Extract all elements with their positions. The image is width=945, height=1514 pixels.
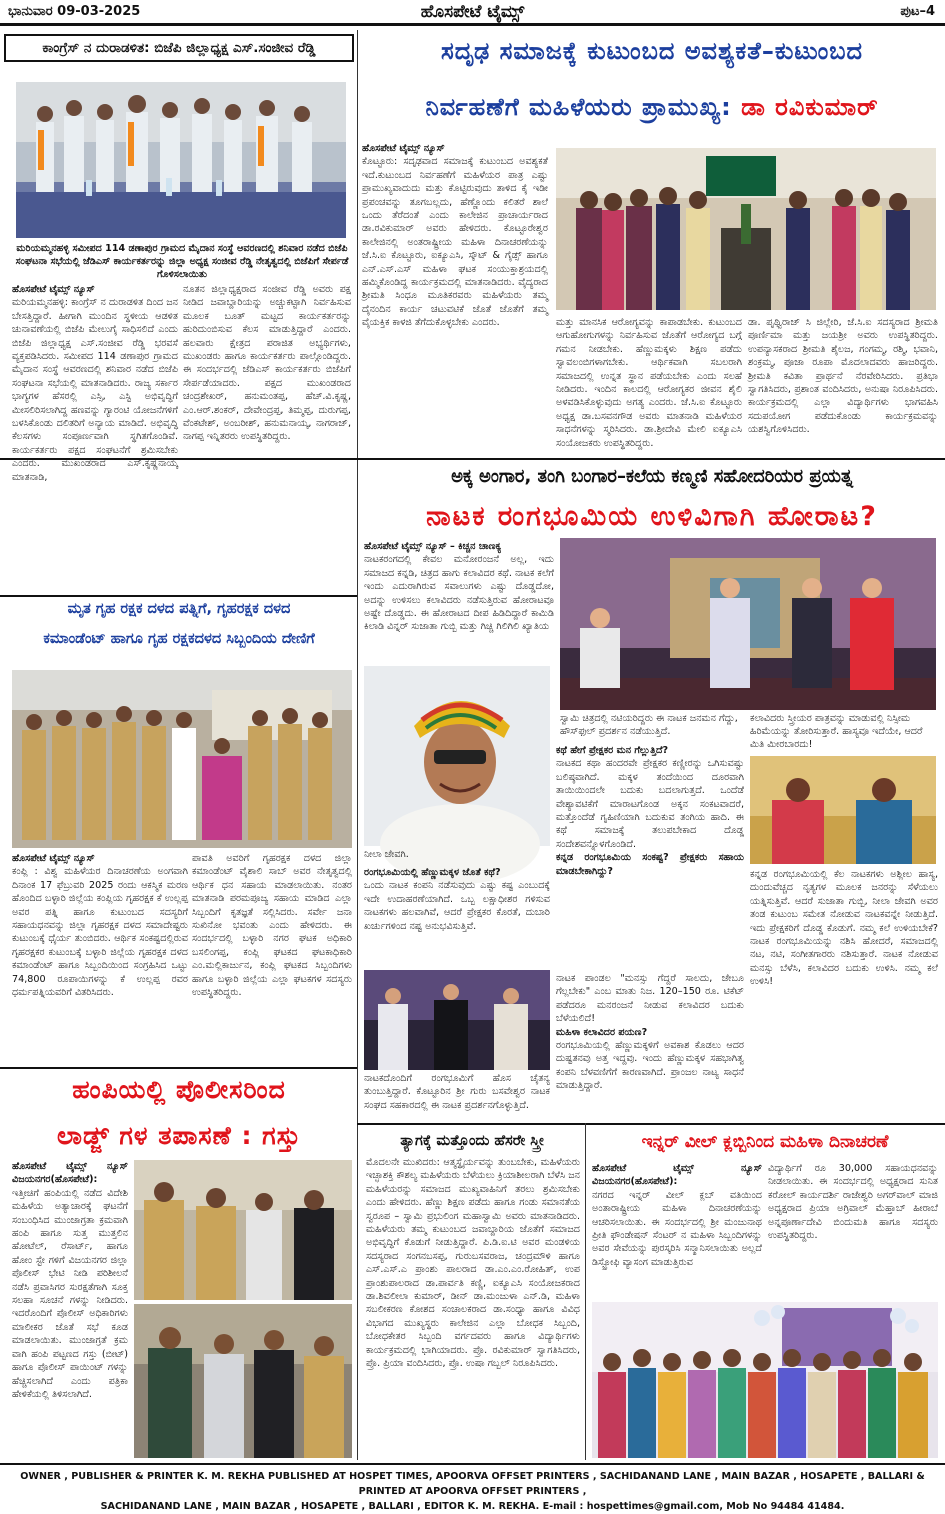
story-headline: ಇನ್ನರ್ ವೀಲ್ ಕ್ಲಬ್ಬಿನಿಂದ ಮಹಿಳಾ ದಿನಾಚರಣೆ <box>641 1132 889 1152</box>
story-headline: ಸದೃಢ ಸಮಾಜಕ್ಕೆ ಕುಟುಂಬದ ಅವಶ್ಯಕತೆ–ಕುಟುಂಬದ <box>440 37 864 65</box>
column-divider <box>357 30 358 1460</box>
byline: ಹೊಸಪೇಟೆ ಟೈಮ್ಸ್ ನ್ಯೂಸ್ – ಕಿಚ್ಚನ ಚಾಣಕ್ಯ <box>364 541 502 552</box>
group-photo <box>16 82 346 238</box>
story-headline-line2 <box>362 92 942 122</box>
imprint-footer <box>0 1463 945 1512</box>
byline: ಹೊಸಪೇಟೆ ಟೈಮ್ಸ್ ನ್ಯೂಸ್ <box>12 284 95 295</box>
story-column: ಡಾ. ಪೃಥ್ವಿರಾಜ್ ಸಿ ಜಿಲ್ಲೇರಿ, ಜೆ.ಸಿ.ಐ ಸದಸ್ಯರಾದ ಶ್ರೀಮತಿ ಪೂರ್ಣಿಮಾ ಮತ್ತು ಜಯಶ್ರೀ ಅವರು ಉಪಸ್ಥಿತರಿದ್ದರು. ಉಪನ್ಯಾಸಕರಾದ ಶ್ರೀಮತಿ ಶೈಲಜ, ಗಂಗಮ್ಮ, ರಶ್ಮಿ, ಭವಾನಿ, ಶಂಕ್ರಮ್ಮ, ಪೂಜಾ ರೂಪಾ ಮೊದಲಾದವರು ಹಾಜರಿದ್ದರು. ಶ್ರೀಮತಿ ಕವಿತಾ ಪ್ರಾರ್ಥನೆ ನೆರವೇರಿಸಿದರು. ಪ್ರತಿಭಾ ಸ್ವಾಗತಿಸಿದರು, ಪ್ರಶಾಂತ ವಂದಿಸಿದರು, ಅನುಷಾ ನಿರೂಪಿಸಿದರು. ಕಾರ್ಯಕ್ರಮದಲ್ಲಿ ಎಲ್ಲಾ ವಿದ್ಯಾರ್ಥಿಗಳು ಭಾಗವಹಿಸಿ ಸದುಪಯೋಗ ಪಡೆದುಕೊಂಡು ಕಾರ್ಯಕ್ರಮವನ್ನು ಯಶಸ್ವಿಗೊಳಿಸಿದರು. <box>748 317 938 436</box>
portrait-photo <box>364 666 550 846</box>
story-text: ಕಂಪ್ಲಿ : ವಿಶ್ವ ಮಹಿಳೆಯರ ದಿನಾಚರಣೆಯ ಅಂಗವಾಗಿ ದಿನಾಂಕ 17 ಫೆಬ್ರುವರಿ 2025 ರಂದು ಆಕಸ್ಮಿಕ ಮರಣ ಹೊಂದಿದ ಬಳ್ಳಾರಿ ಜಿಲ್ಲೆಯ ಕಂಪ್ಲಿಯ ಗೃಹರಕ್ಷಕ ಕೆ ಉಲ್ಲಪ್ಪ ಅವರ ಪತ್ನಿ ಹಾಗೂ ಕುಟುಂಬದ ಸದಸ್ಯರಿಗೆ ಸಹಾಯಧನವನ್ನು ಜಿಲ್ಲಾ ಗೃಹರಕ್ಷಕ ದಳದ ಸಮಾದೇಷ್ಟರು ಕುಟುಂಬಕ್ಕೆ ಧೈರ್ಯ ತುಂಬಿದರು. ಆರ್ಥಿಕ ಸಂಕಷ್ಟದಲ್ಲಿರುವ ಗೃಹರಕ್ಷಕರ ಕುಟುಂಬಕ್ಕೆ ಬಳ್ಳಾರಿ ಜಿಲ್ಲೆಯ ಗೃಹರಕ್ಷಕ ದಳದ ಕಮಾಂಡೆಂಟ್ ಹಾಗೂ ಸಿಬ್ಬಂದಿಯಿಂದ ಸಂಗ್ರಹಿಸಿದ ಒಟ್ಟು 74,800 ರೂಪಾಯಿಗಳನ್ನು ಕೆ ಉಲ್ಲಪ್ಪ ರವರ ಧರ್ಮಪತ್ನಿಯವರಿಗೆ ವಿತರಿಸಿದರು. <box>12 866 188 999</box>
actresses-photo <box>750 756 936 864</box>
story-headline: ಕಾಂಗ್ರೆಸ್ ನ ದುರಾಡಳಿತ: ಬಿಜೆಪಿ ಜಿಲ್ಲಾಧ್ಯಕ್ಷ ಎಸ್.ಸಂಜೀವ ರೆಡ್ಡಿ <box>4 34 354 62</box>
section-divider <box>357 1123 945 1125</box>
story-headline: ಮೃತ ಗೃಹ ರಕ್ಷಕ ದಳದ ಪತ್ನಿಗೆ, ಗೃಹರಕ್ಷಕ ದಳದ <box>67 601 291 617</box>
story-text: ಕೊಟ್ಟೂರು: ಸದೃಢವಾದ ಸಮಾಜಕ್ಕೆ ಕುಟುಂಬದ ಅವಶ್ಯಕತೆ ಇದೆ.ಕುಟುಂಬದ ನಿರ್ವಹಣೆಗೆ ಮಹಿಳೆಯರ ಪಾತ್ರ ಎಷ್ಟು ಪ್ರಾಮುಖ್ಯವಾದುದು ಮತ್ತು ಕೊಟ್ಟಿರುವುದು ತಾಳಿದ ಕೈ ಇಡೀ ಪ್ರಪಂಚವನ್ನು ತೂಗಬಲ್ಲದು, ಹೆಣ್ಣೊಂದು ಕಲಿತರೆ ಶಾಲೆ ಒಂದು ತೆರೆದಂತೆ ಎಂದು ಕಾಲೇಜಿನ ಪ್ರಾಚಾರ್ಯರಾದ ಡಾ.ರವಿಕುಮಾರ್ ಅವರು ಹೇಳಿದರು. ಕೊಟ್ಟೂರೇಶ್ವರ ಕಾಲೇಜಿನಲ್ಲಿ ಅಂತರಾಷ್ಟ್ರೀಯ ಮಹಿಳಾ ದಿನಾಚರಣೆಯನ್ನು ಜೆ.ಸಿ.ಐ ಕೊಟ್ಟೂರು, ಐಕ್ಯೂಎಸಿ, ಸ್ಕೌಟ್ & ಗೈಡ್ಸ್ ಹಾಗೂ ಎನ್.ಎಸ್.ಎಸ್ ಮಹಿಳಾ ಘಟಕ ಸಂಯುಕ್ತಾಶ್ರಯದಲ್ಲಿ ಹಮ್ಮಿಕೊಂಡಿದ್ದ ಕಾರ್ಯಕ್ರಮದಲ್ಲಿ ಮಾತನಾಡಿದರು. ವೈದ್ಯರಾದ ಶ್ರೀಮತಿ ಸಿಂಧೂ ಮೂತಿಕರವರು ಮಹಿಳೆಯರು ತಮ್ಮ ದೈನಂದಿನ ಕಾರ್ಯ ಚಟುವಟಿಕೆ ಜೊತೆ ಜೊತೆಗೆ ತಮ್ಮ ವೈಯಕ್ತಿಕ ಕಾಳಜಿ ತೆಗೆದುಕೊಳ್ಳಬೇಕು ಎಂದರು. <box>362 156 548 329</box>
inner-wheel-group-photo <box>592 1302 938 1458</box>
question-heading: ಮಹಿಳಾ ಕಲಾವಿದರ ಪಯಣ? <box>556 1026 648 1038</box>
portrait-caption: ನೀಲಾ ಜೇವಗಿ. <box>364 849 409 860</box>
newspaper-title: ಹೊಸಪೇಟೆ ಟೈಮ್ಸ್ <box>420 2 525 22</box>
byline: ಹೊಸಪೇಟೆ ಟೈಮ್ಸ್ ನ್ಯೂಸ್ ವಿಜಯನಗರ(ಹೊಸಪೇಟೆ): <box>592 1163 762 1188</box>
story-column <box>362 142 548 455</box>
story-text: ನಗರದ ಇನ್ನರ್ ವೀಲ್ ಕ್ಲಬ್ ವತಿಯಿಂದ ಅಂತಾರಾಷ್ಟ್ರೀಯ ಮಹಿಳಾ ದಿನಾಚರಣೆಯನ್ನು ಆಚರಿಸಲಾಯಿತು. ಈ ಸಂದರ್ಭದಲ್ಲಿ ಶ್ರೀ ಮಂಜುನಾಥ ಪ್ರೀತಿ ಫೌಂಡೇಷನ್ ಸೆಂಟರ್ ನ ಮಹಿಳಾ ಸಿಬ್ಬಂದಿಗಳನ್ನು ಅವರ ಸೇವೆಯನ್ನು ಪುರಸ್ಕರಿಸಿ ಸನ್ಮಾನಿಸಲಾಯಿತು ಅಲ್ಲದೆ ಡಿಸ್ಟ್ರೋಫಿ ವ್ಯಾಸಂಗ ಮಾಡುತ್ತಿರುವ <box>592 1189 762 1268</box>
story-column <box>556 744 744 970</box>
story-column: ನೂತನ ಜಿಲ್ಲಾಧ್ಯಕ್ಷರಾದ ಸಂಜೀವ ರೆಡ್ಡಿ ಅವರು ಪಕ್ಷ ನೀಡಿದ ಜವಾಬ್ದಾರಿಯನ್ನು ಅಚ್ಚುಕಟ್ಟಾಗಿ ನಿರ್ವಹಿಸುವ ಮೂಲಕ ಬೂತ್ ಮಟ್ಟದ ಕಾರ್ಯಕರ್ತರನ್ನು ಹುರಿದುಂಬಿಸುವ ಕೆಲಸ ಮಾಡುತ್ತಿದ್ದಾರೆ ಎಂದರು. ಹಲವಾರು ಕ್ಷೇತ್ರದ ಪರಾಜಿತ ಅಭ್ಯರ್ಥಿಗಳು, ಮುಖಂಡರು ಹಾಗೂ ಕಾರ್ಯಕರ್ತರು ಪಾಲ್ಗೊಂಡಿದ್ದರು. ಈ ಸಂದರ್ಭದಲ್ಲಿ ಜೆಡಿಎಸ್ ಕಾರ್ಯಕರ್ತರು ಬಿಜೆಪಿಗೆ ಸೇರ್ಪಡೆಯಾದರು. ಪಕ್ಷದ ಮುಖಂಡರಾದ ಚಂದ್ರಶೇಖರ್, ಹನುಮಂತಪ್ಪ, ಹೆಚ್.ವಿ.ಕೃಷ್ಣ, ಎಂ.ಆರ್.ಶಂಕರ್, ದೇವೇಂದ್ರಪ್ಪ, ತಿಮ್ಮಪ್ಪ, ದುರುಗಪ್ಪ, ವೆಂಕಟೇಶ್, ಅಂಬರೀಶ್, ಹನುಮನಾಯ್ಕ, ನಾಗರಾಜ್, ನಾಗಪ್ಪ ಇನ್ನಿತರರು ಉಪಸ್ಥಿತರಿದ್ದರು. <box>183 284 351 443</box>
story-column <box>364 866 550 966</box>
story-column: ಪಾವತಿ ಅವರಿಗೆ ಗೃಹರಕ್ಷಕ ದಳದ ಜಿಲ್ಲಾ ಕಮಾಂಡೆಂಟ್ ವೈಶಾಲಿ ಸಾಬ್ ಅವರ ನೇತೃತ್ವದಲ್ಲಿ ಆರ್ಥಿಕ ಧನ ಸಹಾಯ ಮಾಡಲಾಯಿತು. ನಂತರ ಮಾತನಾಡಿ ಪರಮಪೂಜ್ಯ ಸಹಾಯ ಮಾಡಿದ ಎಲ್ಲಾ ಸಿಬ್ಬಂದಿಗೆ ಕೃತಜ್ಞತೆ ಸಲ್ಲಿಸಿದರು. ಸರ್ವೇ ಜನಾ ಸುಖಿನೋ ಭವಂತು ಎಂದು ಹೇಳಿದರು. ಈ ಸಂದರ್ಭದಲ್ಲಿ ಬಳ್ಳಾರಿ ನಗರ ಘಟಕ ಅಧಿಕಾರಿ ಬಸಲಿಂಗಪ್ಪ, ಕಂಪ್ಲಿ ಘಟಕದ ಘಟಕಾಧಿಕಾರಿ ಎಂ.ಮಲ್ಲಿಕಾರ್ಜುನ, ಕಂಪ್ಲಿ ಘಟಕದ ಸಿಬ್ಬಂದಿಗಳು ಹಾಗೂ ಬಳ್ಳಾರಿ ಜಿಲ್ಲೆಯ ಎಲ್ಲಾ ಘಟಕಗಳ ಸದಸ್ಯರು ಉಪಸ್ಥಿತರಿದ್ದರು. <box>192 853 352 999</box>
story-column <box>12 283 178 483</box>
story-column <box>556 972 744 1120</box>
police-inspection-photo <box>134 1160 352 1300</box>
story-column <box>364 540 554 662</box>
story-text: ನಾಟಕರಂಗದಲ್ಲಿ ಕೇವಲ ಮನೋರಂಜನೆ ಅಲ್ಲ, ಇದು ಸಮಾಜದ ಕನ್ನಡಿ, ಚಿತ್ರದ ಹಾಗು ಕಲಾವಿದರ ಕಥೆ. ನಾಟಕ ಕಲೆಗೆ ಇಂದು ಎದುರಾಗಿರುವ ಸವಾಲುಗಳು ಎಷ್ಟು ದೊಡ್ಡದೋ, ಅದನ್ನು ಉಳಿಸಲು ಕಲಾವಿದರು ನಡೆಸುತ್ತಿರುವ ಹೋರಾಟವೂ ಅಷ್ಟೇ ದೊಡ್ಡದು. ಈ ಹೋರಾಟದ ದೀಪ ಹಿಡಿದಿದ್ದಾರೆ ಕಾಮಿಡಿ ಕಿಲಾಡಿ ವಿನ್ನರ್ ಸುಜಾತಾ ಗುಬ್ಬಿ ಮತ್ತು ಗಿಚ್ಚಿ ಗಿಲಿಗಿಲಿ ಖ್ಯಾತಿಯ <box>364 554 554 633</box>
story-column: ನಾಟಕದೊಂದಿಗೆ ರಂಗಭೂಮಿಗೆ ಹೊಸ ಚೈತನ್ಯ ತುಂಬುತ್ತಿದ್ದಾರೆ. ಕೊಟ್ಟೂರಿನ ಶ್ರೀ ಗುರು ಬಸವೇಶ್ವರ ನಾಟಕ ಸಂಘದ ಸಹಕಾರದಲ್ಲಿ ಈ ನಾಟಕ ಪ್ರದರ್ಶನಗೊಳ್ಳುತ್ತಿದೆ. <box>364 1073 550 1111</box>
section-divider <box>0 595 357 597</box>
headline-name: ಡಾ ರವಿಕುಮಾರ್ <box>741 93 879 121</box>
imprint-line: OWNER , PUBLISHER & PRINTER K. M. REKHA PUBLISHED AT HOSPET TIMES, APOORVA OFFSET PRINTERS , SACHIDANAND LANE , MAIN BAZAR , HOSAPETE , BALLARI & PRINTED AT APOORVA OFFSET PRINTERS , <box>20 1471 925 1497</box>
photo-caption: ಕಲಾವಿದರು ಸ್ತ್ರೀಯರ ಪಾತ್ರವನ್ನು ಮಾಡುವಲ್ಲಿ ನಿಸ್ಸೀಮ ಹಿರಿಮೆಯನ್ನು ತೋರಿಸುತ್ತಾರೆ. ಹಾಸ್ಯವೂ ಇದೆಯೇ, ಆದರೆ ಮಿತಿ ಮೀರಬಾರದು! <box>750 713 923 750</box>
headline-part: ನಿರ್ವಹಣೆಗೆ ಮಹಿಳೆಯರು ಪ್ರಾಮುಖ್ಯ: <box>425 93 742 121</box>
story-kicker: ಅಕ್ಕ ಅಂಗಾರ, ತಂಗಿ ಬಂಗಾರ–ಕಲೆಯ ಕಣ್ಮಣಿ ಸಹೋದರಿಯರ ಪ್ರಯತ್ನ <box>451 466 853 487</box>
photo-caption: ಮರಿಯಮ್ಮನಹಳ್ಳಿ ಸಮೀಪದ 114 ಡಣಾಪುರ ಗ್ರಾಮದ ಮೈದಾನ ಸಂಸ್ಥೆ ಆವರಣದಲ್ಲಿ ಶನಿವಾರ ನಡೆದ ಬಿಜೆಪಿ ಸಂಘಟನಾ ಸಭೆಯಲ್ಲಿ ಜೆಡಿಎಸ್ ಕಾರ್ಯಕರ್ತರನ್ನು ಜಿಲ್ಲಾ ಅಧ್ಯಕ್ಷ ಸಂಜೀವ ರೆಡ್ಡಿ ನೇತೃತ್ವದಲ್ಲಿ ಬಿಜೆಪಿಗೆ ಸೇರ್ಪಡೆ ಗೊಳಿಸಲಾಯಿತು <box>15 243 349 280</box>
story-column <box>12 1160 128 1458</box>
story-column: ಮೊದಲನೇ ಮುಖಿದರು: ಆತ್ಮಸ್ಥೈರ್ಯವನ್ನು ತುಂಬಬೇಕು, ಮಹಿಳೆಯರು ಇಚ್ಛಾಶಕ್ತಿ ಕೌಶಲ್ಯ ಮಹಿಳೆಯರು ಬೆಳೆಯಲು ಕ್ರಿಯಾಶೀಲರಾಗಿ ಬೆಳೆಸಿ ಜನ ಮಹಿಳೆಯರನ್ನು ಸಮಾಜದ ಮುಖ್ಯವಾಹಿನಿಗೆ ತರಲು ಶ್ರಮಿಸಬೇಕು ಎಂದು ಹೇಳಿದರು. ಹೆಣ್ಣು ಶಿಕ್ಷಣ ಪಡೆದು ಹಾಗೂ ಗಂಡು ಸಮಾನತೆಯ ಸ್ವರೂಪ – ಸ್ವಾಮಿ ಪ್ರಭುಲಿಂಗ ಮಹಾಸ್ವಾಮಿ ಅವರು ಮಾತನಾಡಿದರು. ಮಹಿಳೆಯರು ತಮ್ಮ ಕುಟುಂಬದ ಜವಾಬ್ದಾರಿಯ ಜೊತೆಗೆ ಸಮಾಜದ ಅಭಿವೃದ್ಧಿಗೆ ಕೊಡುಗೆ ನೀಡುತ್ತಿದ್ದಾರೆ. ಪಿ.ಡಿ.ಐ.ಟಿ ಅವರ ಮಂಡಳಿಯ ಸದಸ್ಯರಾದ ಸಂಗನಬಸಪ್ಪ, ಗುರುಬಸವರಾಜ, ಚಂದ್ರಮೌಳಿ ಹಾಗೂ ಎಸ್.ಎಸ್.ಎ ಪ್ರಾಂಶು ಪಾಲರಾದ ಡಾ.ಎಂ.ಎಂ.ರೋಹಿತ್, ಉಪ ಪ್ರಾಂಶುಪಾಲರಾದ ಡಾ.ಪಾರ್ವತಿ ಕಣ್ಣಿ, ಐಕ್ಯೂಎಸಿ ಸಂಯೋಜಕರಾದ ಡಾ.ಶಿವಲೀಲಾ ಕುಮಾರ್, ಡೀನ್ ಡಾ.ಮಂಜುಳಾ ಎನ್.ಡಿ, ಮಹಿಳಾ ಸಬಲೀಕರಣ ಕೋಶದ ಸಂಚಾಲಕರಾದ ಡಾ.ಸಂಧ್ಯಾ ಹಾಗೂ ವಿವಿಧ ವಿಭಾಗದ ಮುಖ್ಯಸ್ಥರು ಕಾಲೇಜಿನ ಎಲ್ಲಾ ಬೋಧಕ ಸಿಬ್ಬಂದಿ, ಬೋಧಕೇತರ ಸಿಬ್ಬಂದಿ ವರ್ಗದವರು ಹಾಗೂ ವಿದ್ಯಾರ್ಥಿಗಳು ಕಾರ್ಯಕ್ರಮದಲ್ಲಿ ಭಾಗಿಯಾದರು. ಪ್ರೊ. ರವಿಕುಮಾರ್ ಸ್ವಾಗತಿಸಿದರು, ಪ್ರೊ. ಪ್ರಿಯಾ ವಂದಿಸಿದರು, ಪ್ರೊ. ಉಷಾ ಗಬ್ಬಲ್ ನಿರೂಪಿಸಿದರು. <box>366 1157 580 1370</box>
byline: ಹೊಸಪೇಟೆ ಟೈಮ್ಸ್ ನ್ಯೂಸ್ <box>12 853 95 864</box>
section-divider <box>0 1067 357 1069</box>
story-headline-line2: ಕಮಾಂಡೆಂಟ್ ಹಾಗೂ ಗೃಹ ರಕ್ಷಕದಳದ ಸಿಬ್ಬಂದಿಯ ದೇಣಿಗೆ <box>43 631 315 647</box>
story-column: ವಿದ್ಯಾರ್ಥಿಗೆ ರೂ 30,000 ಸಹಾಯಧನವನ್ನು ನೀಡಲಾಯಿತು. ಈ ಸಂದರ್ಭದಲ್ಲಿ ಅಧ್ಯಕ್ಷರಾದ ಸುನಿತ ಕರೋಲ್ ಕಾರ್ಯದರ್ಶಿ ರಾಜೇಶ್ವರಿ ಅಗರ್‌ವಾಲ್ ಮಾಜಿ ಅಧ್ಯಕ್ಷರಾದ ಪ್ರಿಯಾ ಅಗ್ರಿವಾಲ್ ಮೆಹ್ತಾಬ್ ಹೀರಾಬೆ ಅನ್ನಪೂರ್ಣಾದೇವಿ ಬಿಂದುಮತಿ ಹಾಗೂ ಸದಸ್ಯರು ಉಪಸ್ಥಿತರಿದ್ದರು. <box>768 1163 938 1242</box>
story-text: ಇತ್ತೀಚಿಗೆ ಹಂಪಿಯಲ್ಲಿ ನಡೆದ ವಿದೇಶಿ ಮಹಿಳೆಯ ಅತ್ಯಾಚಾರಕ್ಕೆ ಘಟನೆಗೆ ಸಂಬಂಧಿಸಿದ ಮುಂಜಾಗ್ರತಾ ಕ್ರಮವಾಗಿ ಹಂಪಿ ಹಾಗೂ ಸುತ್ತ ಮುತ್ತಲಿನ ಹೋಟೆಲ್, ರೆಸಾರ್ಟ್, ಹಾಗೂ ಹೋಂ ಸ್ಟೇ ಗಳಿಗೆ ವಿಜಯನಗರ ಜಿಲ್ಲಾ ಪೊಲೀಸ್ ಭೇಟಿ ನೀಡಿ ಪರಿಶೀಲನೆ ನಡೆಸಿ ಪ್ರವಾಸಿಗರ ಸುರಕ್ಷತೆಗಾಗಿ ಸೂಕ್ತ ಸಲಹಾ ಸೂಚನೆ ಗಳನ್ನು ನೀಡಿದರು. ಇದರೊಂದಿಗೆ ಪೊಲೀಸ್ ಅಧಿಕಾರಿಗಳು ಮಾಲೀಕರ ಜೊತೆ ಸಭೆ ಕೂಡ ಮಾಡಲಾಯಿತು. ಮುಂಜಾಗ್ರತೆ ಕ್ರಮ ವಾಗಿ ಹಂಪಿ ಪಟ್ಟಣದ ಗಸ್ತು (ಬೀಟ್) ಹಾಗೂ ಪೊಲೀಸ್ ಪಾಯಿಂಟ್ ಗಳನ್ನು ಹೆಚ್ಚಿಸಲಾಗಿದೆ ಎಂದು ಪತ್ರಿಕಾ ಹೇಳಿಕೆಯಲ್ಲಿ ತಿಳಿಸಲಾಗಿದೆ. <box>12 1187 128 1400</box>
question-heading: ಕಥೆ ಹೇಗೆ ಪ್ರೇಕ್ಷಕರ ಮನ ಗೆಲ್ಲುತ್ತಿದೆ? <box>556 745 669 756</box>
photo-caption: ಸ್ವಾಮಿ ಚಿತ್ರದಲ್ಲಿ ನಟಿಯರಿದ್ದರು ಈ ನಾಟಕ ಜನಮನ ಗೆದ್ದು, ಹೌಸ್‌ಫುಲ್ ಪ್ರದರ್ಶನ ನಡೆಯುತ್ತಿದೆ. <box>560 713 738 737</box>
masthead <box>0 0 945 26</box>
story-column: ಕನ್ನಡ ರಂಗಭೂಮಿಯಲ್ಲಿ ಕೆಲ ನಾಟಕಗಳು ಅಶ್ಲೀಲ ಹಾಸ್ಯ, ದುಂದುವೆಚ್ಚದ ನೃತ್ಯಗಳ ಮೂಲಕ ಜನರನ್ನು ಸೆಳೆಯಲು ಯತ್ನಿಸುತ್ತಿವೆ. ಆದರೆ ಸುಜಾತಾ ಗುಬ್ಬಿ, ನೀಲಾ ಜೇವಗಿ ಅವರ ತಂಡ ಕುಟುಂಬ ಸಮೇತ ನೋಡುವ ನಾಟಕವನ್ನೇ ನೀಡುತ್ತಿದೆ. ಇದು ಪ್ರೇಕ್ಷಕರಿಗೆ ದೊಡ್ಡ ಕೊಡುಗೆ. ನಮ್ಮ ಕಲೆ ಉಳಿಯಬೇಕೆ? ನಾಟಕ ರಂಗಭೂಮಿಯನ್ನು ನಶಿಸಿ ಹೋದರೆ, ಸಮಾಜದಲ್ಲಿ ನಟ, ನಟಿ, ಸಂಗೀತಗಾರರು ನಶಿಸುತ್ತಾರೆ. ನಾಟಕ ನೋಡುವ ಮನಸ್ಸು ಬೆಳೆಸಿ, ಕಲಾವಿದರ ಬದುಕು ಉಳಿಸಿ. ನಮ್ಮ ಕಲೆ ಉಳಿಸಿ! <box>750 869 938 988</box>
story-column: ಮತ್ತು ಮಾನಸಿಕ ಆರೋಗ್ಯವನ್ನು ಕಾಪಾಡಬೇಕು. ಕುಟುಂಬದ ಆಗುಹೋಗುಗಳನ್ನು ನಿರ್ವಹಿಸುವ ಜೊತೆಗೆ ಆರೋಗ್ಯದ ಬಗ್ಗೆ ಗಮನ ನೀಡಬೇಕು. ಹೆಣ್ಣುಮಕ್ಕಳು ಶಿಕ್ಷಣ ಪಡೆದು ಸ್ವಾವಲಂಬಿಗಳಾಗಬೇಕು. ಆರ್ಥಿಕವಾಗಿ ಸಬಲರಾಗಿ ಸಮಾಜದಲ್ಲಿ ಉನ್ನತ ಸ್ಥಾನ ಪಡೆಯಬೇಕು ಎಂದು ಸಲಹೆ ನೀಡಿದರು. ಇಂದಿನ ಕಾಲದಲ್ಲಿ ಆರೋಗ್ಯಕರ ಜೀವನ ಶೈಲಿ ಅಳವಡಿಸಿಕೊಳ್ಳುವುದು ಅಗತ್ಯ ಎಂದರು. ಜೆ.ಸಿ.ಐ ಕೊಟ್ಟೂರು ಅಧ್ಯಕ್ಷ ಡಾ.ಬಸವನಗೌಡ ಅವರು ಮಾತನಾಡಿ ಮಹಿಳೆಯರ ಸಾಧನೆಗಳನ್ನು ಸ್ಮರಿಸಿದರು. ಡಾ.ಶ್ರೀದೇವಿ ಮೇಲಿ ಐಕ್ಯೂಎಸಿ ಸಂಯೋಜಕರು ಉಪಸ್ಥಿತರಿದ್ದರು. <box>556 317 742 449</box>
story-headline-line2: ಲಾಡ್ಜ್ ಗಳ ತಪಾಸಣೆ : ಗಸ್ತು <box>56 1121 302 1150</box>
story-column <box>12 852 188 1064</box>
page-number: ಪುಟ–4 <box>900 4 935 19</box>
event-photo <box>556 148 936 310</box>
story-headline: ತ್ಯಾಗಕ್ಕೆ ಮತ್ತೊಂದು ಹೆಸರೇ ಸ್ತ್ರೀ <box>400 1133 544 1149</box>
police-lodge-photo <box>134 1304 352 1458</box>
question-heading: ಕನ್ನಡ ರಂಗಭೂಮಿಯ ಸಂಕಷ್ಟ? ಪ್ರೇಕ್ಷಕರು ಸಹಾಯ ಮಾಡಬೇಕಾಗಿದ್ದು? <box>556 852 744 877</box>
story-text: ಮರಿಯಮ್ಮನಹಳ್ಳಿ: ಕಾಂಗ್ರೆಸ್ ನ ದುರಾಡಳಿತ ದಿಂದ ಜನ ಬೇಸತ್ತಿದ್ದಾರೆ. ಹೀಗಾಗಿ ಮುಂದಿನ ಸ್ಥಳೀಯ ಆಡಳಿತ ಚುನಾವಣೆಯಲ್ಲಿ ಬಿಜೆಪಿ ಮೇಲುಗೈ ಸಾಧಿಸಲಿದೆ ಎಂದು ಬಿಜೆಪಿ ಜಿಲ್ಲಾಧ್ಯಕ್ಷ ಎಸ್.ಸಂಜೀವ ರೆಡ್ಡಿ ಭರವಸೆ ವ್ಯಕ್ತಪಡಿಸಿದರು. ಸಮೀಪದ 114 ಡಣಾಪುರ ಗ್ರಾಮದ ಮೈದಾನ ಸಂಸ್ಥೆ ಆವರಣದಲ್ಲಿ ಶನಿವಾರ ನಡೆದ ಬಿಜೆಪಿ ಸಂಘಟನಾ ಸಭೆಯಲ್ಲಿ ಮಾತನಾಡಿದರು. ರಾಜ್ಯ ಸರ್ಕಾರ ಭಾಗ್ಯಗಳ ಹೆಸರಲ್ಲಿ ಎಸ್ಸಿ, ಎಸ್ಟಿ ಅಭಿವೃದ್ಧಿಗೆ ಮೀಸಲಿರಿಸಲಾಗಿದ್ದ ಹಣವನ್ನು ಗ್ಯಾರಂಟಿ ಯೋಜನೆಗಳಿಗೆ ಬಳಸಿಕೊಂಡು ದಲಿತರಿಗೆ ಅನ್ಯಾಯ ಮಾಡಿದೆ. ಅಭಿವೃದ್ಧಿ ಕೆಲಸಗಳು ಸಂಪೂರ್ಣವಾಗಿ ಸ್ಥಗಿತಗೊಂಡಿವೆ. ಕಾರ್ಯಕರ್ತರು ಪಕ್ಷದ ಸಂಘಟನೆಗೆ ಶ್ರಮಿಸಬೇಕು ಎಂದರು. ಮುಖಂಡರಾದ ಎಸ್.ಕೃಷ್ಣನಾಯ್ಕ ಮಾತನಾಡಿ, <box>12 297 178 483</box>
story-headline: ನಾಟಕ ರಂಗಭೂಮಿಯ ಉಳಿವಿಗಾಗಿ ಹೋರಾಟ? <box>426 501 878 532</box>
home-guards-photo <box>12 670 352 848</box>
byline: ಹೊಸಪೇಟೆ ಟೈಮ್ಸ್ ನ್ಯೂಸ್ ವಿಜಯನಗರ(ಹೊಸಪೇಟೆ): <box>12 1161 128 1186</box>
byline: ಹೊಸಪೇಟೆ ಟೈಮ್ಸ್ ನ್ಯೂಸ್ <box>362 143 445 154</box>
question-heading: ರಂಗಭೂಮಿಯಲ್ಲಿ ಹೆಣ್ಣುಮಕ್ಕಳ ಜೊತೆ ಕಥೆ? <box>364 867 501 878</box>
stage-photo <box>560 538 936 710</box>
story-text: ರಂಗಭೂಮಿಯಲ್ಲಿ ಹೆಣ್ಣುಮಕ್ಕಳಿಗೆ ಅವಕಾಶ ಕೊಡಲು ಆದರ ದುಷ್ಟತನವು ಅತ್ತ ಇದ್ದವು. ಇಂದು ಹೆಣ್ಣುಮಕ್ಕಳ ಸಹಭಾಗಿತ್ವ ಕಂಪನಿ ಬೆಳವಣಿಗೆಗೆ ಕಾರಣವಾಗಿದೆ. ಪ್ರಾಂಜಲ ನಾಟ್ಯ ಸಾಧನೆ ಮಾಡುತ್ತಿದ್ದಾರೆ. <box>556 1040 744 1092</box>
story-text: ಒಂದು ನಾಟಕ ಕಂಪನಿ ನಡೆಸುವುದು ಎಷ್ಟು ಕಷ್ಟ ಎಂಬುದಕ್ಕೆ ಇದೇ ಉದಾಹರಣೆಯಾಗಿದೆ. ಒಬ್ಬ ಲಕ್ಷಾಧೀಶರ ಗಳಿಸುವ ನಾಟಕಗಳು ಹಲವಾಗಿವೆ, ಆದರೆ ಪ್ರೇಕ್ಷಕರ ಕೊರತೆ, ದುಬಾರಿ ಖರ್ಚುಗಳಿಂದ ನಷ್ಟ ಅನುಭವಿಸುತ್ತಿವೆ. <box>364 880 550 932</box>
issue-date: ಭಾನುವಾರ 09-03-2025 <box>8 4 141 19</box>
story-text: ನಾಟಕ ಪಾಂಡಲ "ಮನಸ್ಸು ಗೆದ್ದರೆ ಸಾಲದು, ಜೇಬೂ ಗೆಲ್ಲಬೇಕು" ಎಂಬ ಮಾತು ನಿಜ. 120–150 ರೂ. ಟಿಕೆಟ್ ಪಡೆದರೂ ಮನರಂಜನೆ ನೀಡುವ ಕಲಾವಿದರ ಬದುಕು ಬೆಳೆಯಲಿದೆ! <box>556 973 744 1025</box>
column-divider <box>585 1123 586 1460</box>
story-headline: ಹಂಪಿಯಲ್ಲಿ ಪೊಲೀಸರಿಂದ <box>72 1075 286 1104</box>
drama-scene-photo <box>364 970 550 1070</box>
story-text: ನಾಟಕದ ಕಥಾ ಹಂದರವೇ ಪ್ರೇಕ್ಷಕರ ಕಣ್ಣೀರನ್ನು ಒಗಿಸುವಷ್ಟು ಬಲಿಷ್ಠವಾಗಿದೆ. ಮಕ್ಕಳ ತಂದೆಯಿಂದ ದೂರವಾಗಿ ತಾಯಿಯಿಂದಲೇ ಬದುಕು ಬದಲಾಗುತ್ತದೆ. ಒಂದೆಡೆ ವೇಶ್ಯಾವಟಿಕೆಗೆ ಮಾರಾಟಗೊಂಡ ಅಕ್ಕನ ಸಂಕಟವಾದರೆ, ಮತ್ತೊಂದೆಡೆ ಗೃಹಿಣಿಯಾಗಿ ಬದುಕುವ ತಂಗಿಯ ಹಾದಿ. ಈ ಕಥೆ ಸಮಾಜಕ್ಕೆ ತಲುಪಬೇಕಾದ ದೊಡ್ಡ ಸಂದೇಶವನ್ನೊಳಗೊಂಡಿದೆ. <box>556 758 744 850</box>
imprint-line: SACHIDANAND LANE , MAIN BAZAR , HOSAPETE , BALLARI , EDITOR K. M. REKHA. E-mail : hospettimes@gmail.com, Mob No 94484 41484. <box>100 1501 845 1512</box>
story-column <box>592 1162 762 1298</box>
